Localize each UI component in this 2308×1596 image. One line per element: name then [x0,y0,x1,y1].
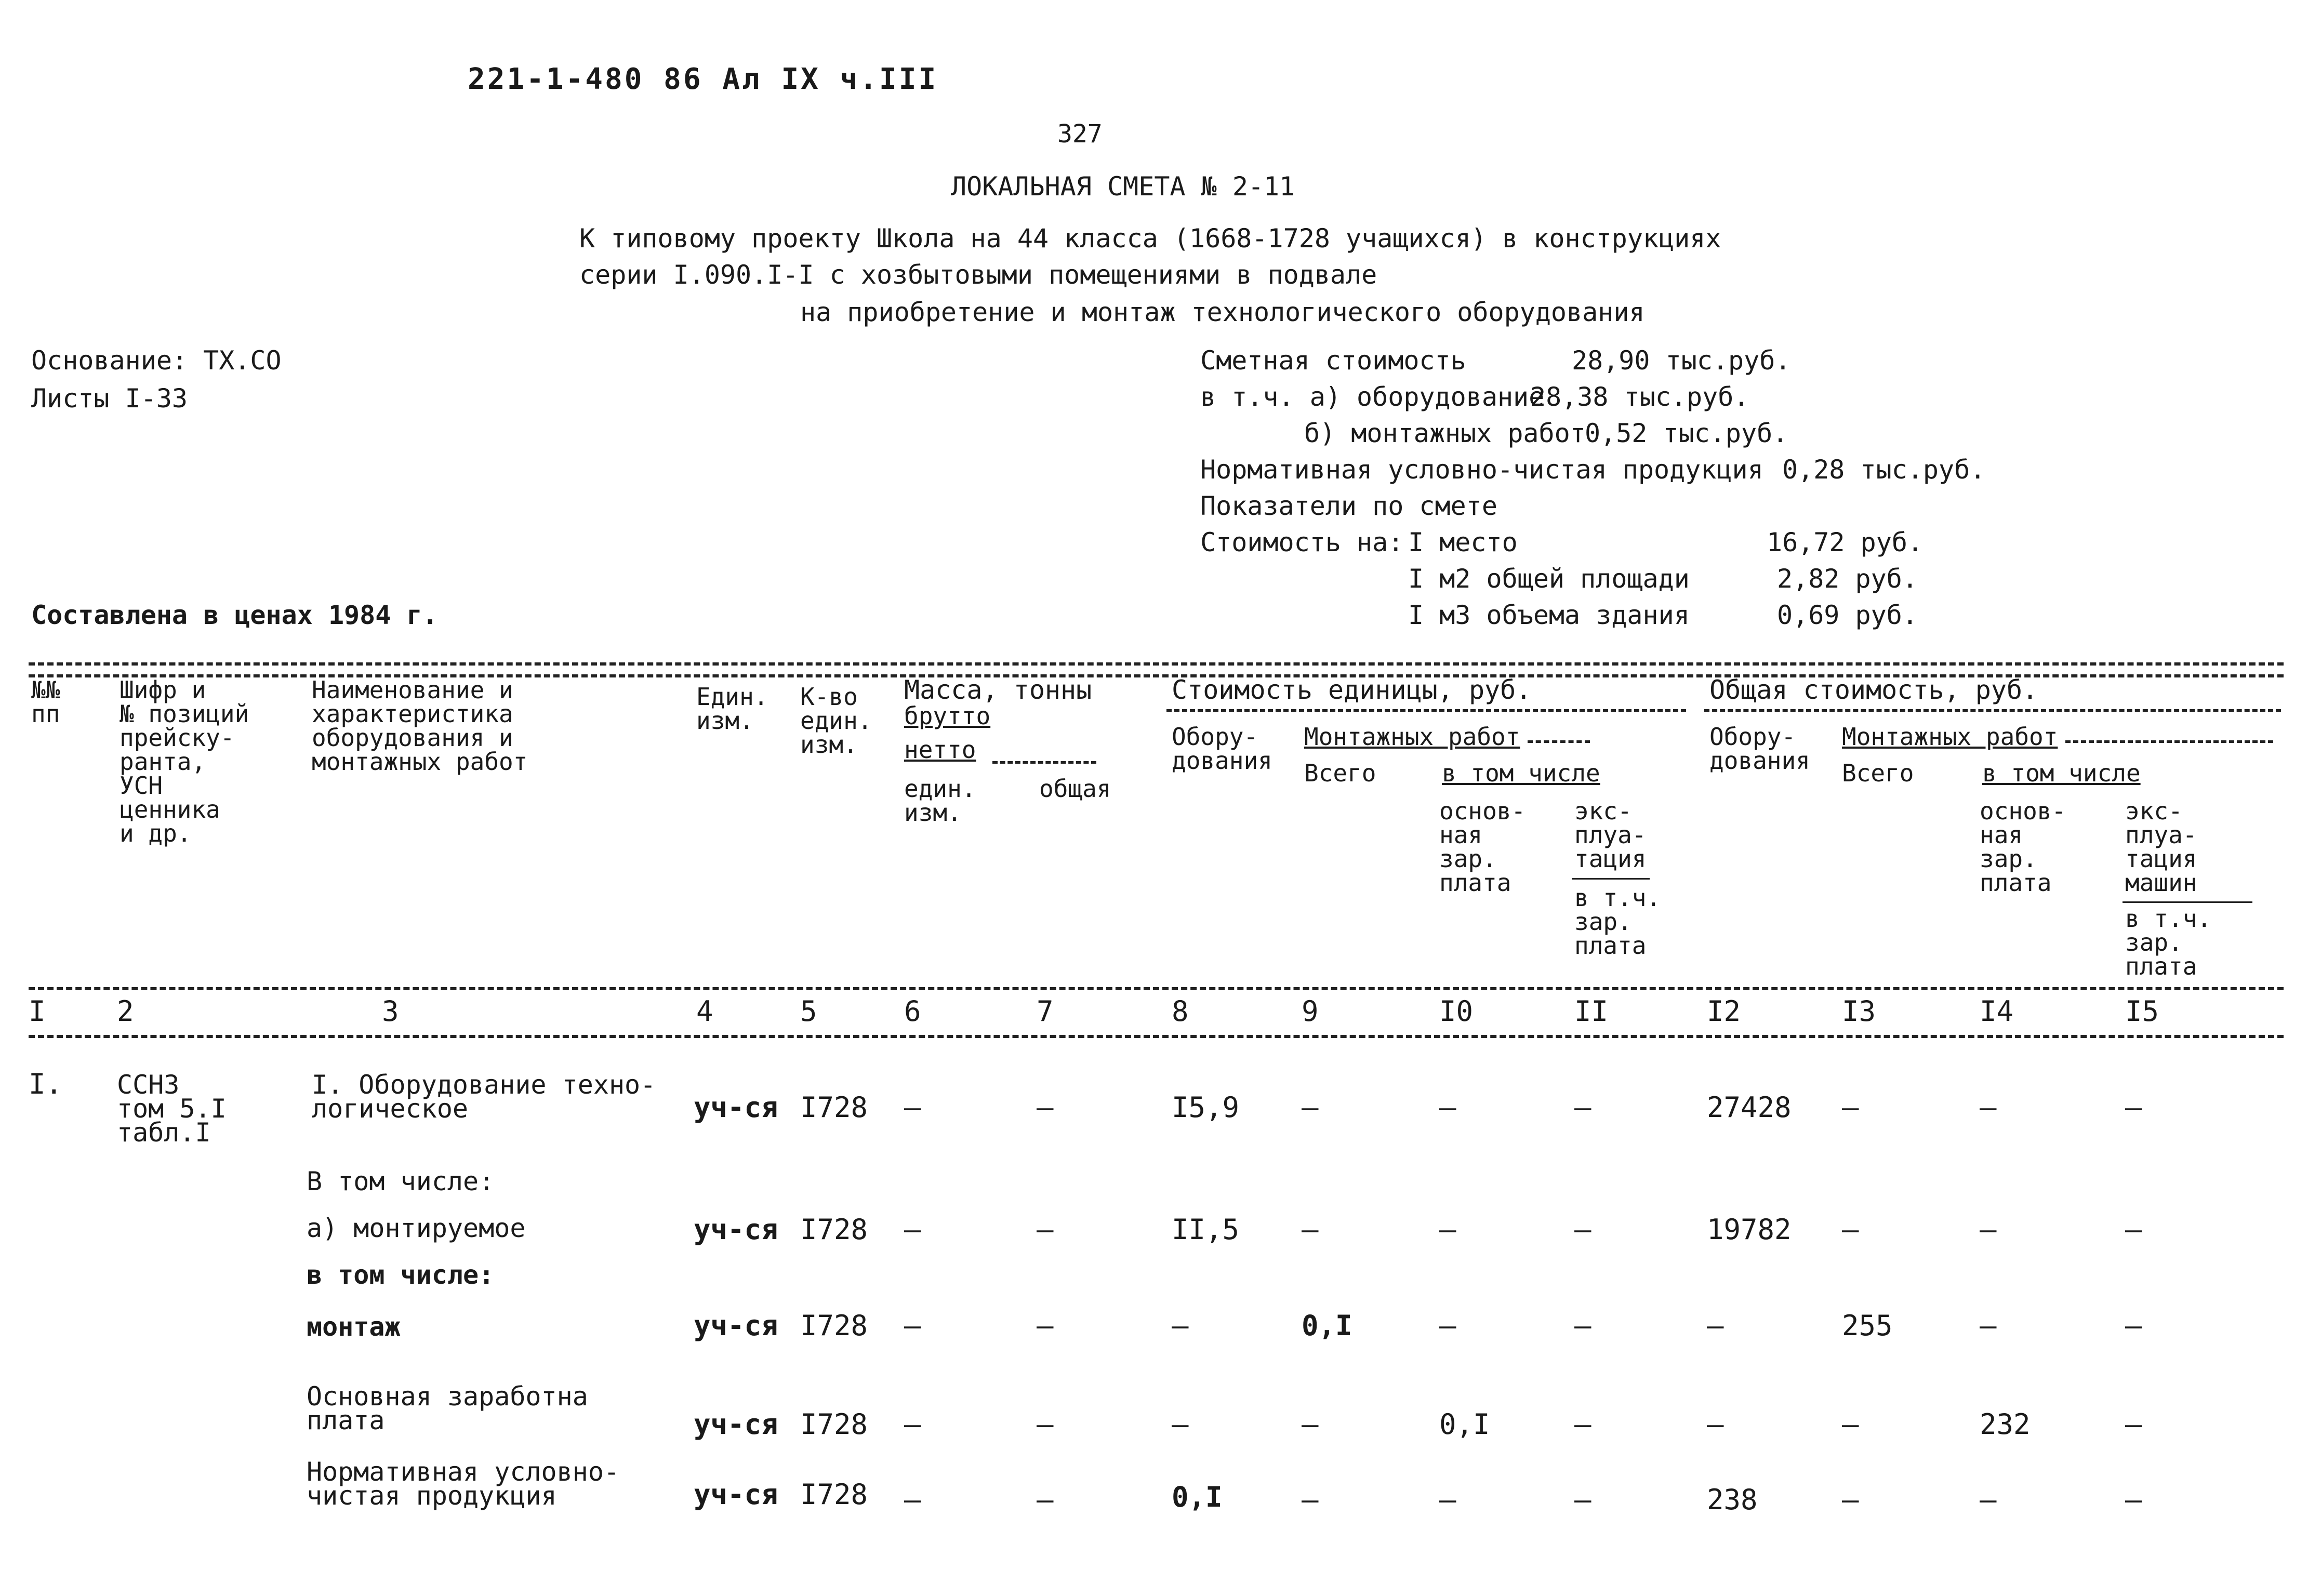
unit-cost-divider [1166,709,1686,712]
header-brutto: брутто [904,702,991,730]
page-number: 327 [1057,119,1103,149]
row3-c13: – [1842,1213,1859,1246]
row6-c13: – [1842,1408,1859,1441]
header-total-equip: Обору- дования [1709,723,1810,775]
header-mass: Масса, тонны [904,675,1092,705]
row7-c9: – [1302,1483,1319,1516]
cost-label: Сметная стоимость [1200,345,1466,376]
row6-qty: I728 [800,1408,868,1441]
document-code: 221-1-480 86 Ал IX ч.III [468,62,938,96]
row5-c7: – [1037,1309,1054,1342]
colnum-2: 2 [117,995,134,1028]
row6-c10: 0,I [1439,1408,1490,1441]
colnum-5: 5 [800,995,817,1028]
colnum-10: I0 [1439,995,1474,1028]
per-place-label: I место [1408,527,1518,557]
row4-name: в том числе: [307,1260,495,1290]
row6-unit: уч-ся [694,1408,778,1441]
row3-c10: – [1439,1213,1456,1246]
row1-c6: – [904,1091,921,1124]
row3-c15: – [2125,1213,2142,1246]
norm-label: Нормативная условно-чистая продукция [1200,455,1763,485]
row7-qty: I728 [800,1478,868,1511]
header-col-5: К-во един. изм. [800,683,872,759]
row3-c7: – [1037,1213,1054,1246]
header-col-2: Шифр и № позиций прейску- ранта, УСН ценника и др. [120,676,249,847]
row1-c15: – [2125,1091,2142,1124]
header-col-4: Един. изм. [696,683,768,735]
per-m3-value: 0,69 руб. [1777,600,1918,630]
row6-c9: – [1302,1408,1319,1441]
row3-name: а) монтируемое [307,1213,526,1243]
row1-c11: – [1574,1091,1591,1124]
header-total-all: Всего [1842,759,1914,787]
row1-num: I. [29,1068,63,1100]
table-top-border [29,662,2284,666]
row3-qty: I728 [800,1213,868,1246]
norm-value: 0,28 тыс.руб. [1782,455,1986,485]
subtitle-line-3: на приобретение и монтаж технологического оборудования [800,297,1645,327]
row7-c11: – [1574,1483,1591,1516]
row7-c7: – [1037,1483,1054,1516]
row7-c12: 238 [1707,1483,1758,1516]
row3-c6: – [904,1213,921,1246]
row7-c13: – [1842,1483,1859,1516]
row7-c6: – [904,1483,921,1516]
row6-c6: – [904,1408,921,1441]
row1-c13: – [1842,1091,1859,1124]
per-place-value: 16,72 руб. [1767,527,1924,557]
row7-c8: 0,I [1172,1481,1223,1513]
header-total-exploit-machines: экс- плуа- тация машин [2125,797,2197,897]
colnum-bottom-border [29,1035,2284,1038]
cost-per-label: Стоимость на: [1200,527,1404,557]
install-value: 0,52 тыс.руб. [1585,418,1788,448]
total-cost-divider [1704,709,2281,712]
row5-qty: I728 [800,1309,868,1342]
colnum-8: 8 [1172,995,1189,1028]
install-label: б) монтажных работ [1304,418,1586,448]
row6-c12: – [1707,1408,1724,1441]
unit-exploit-line [1572,878,1650,880]
row5-name: монтаж [307,1312,401,1342]
row1-c14: – [1980,1091,1997,1124]
row3-c11: – [1574,1213,1591,1246]
row5-c15: – [2125,1309,2142,1342]
row6-name: Основная заработна плата [307,1381,588,1435]
row1-c8: I5,9 [1172,1091,1240,1124]
row6-c14: 232 [1980,1408,2031,1441]
row5-c12: – [1707,1309,1724,1342]
header-mass-unit: един. изм. [904,775,976,827]
header-netto: нетто [904,736,976,764]
header-col-1: №№ пп [31,676,60,728]
per-m2-label: I м2 общей площади [1408,564,1690,594]
row5-c6: – [904,1309,921,1342]
header-unit-cost: Стоимость единицы, руб. [1172,675,1532,705]
row6-c7: – [1037,1408,1054,1441]
colnum-4: 4 [696,995,713,1028]
per-m2-value: 2,82 руб. [1777,564,1918,594]
colnum-13: I3 [1842,995,1876,1028]
row6-c11: – [1574,1408,1591,1441]
colnum-9: 9 [1302,995,1319,1028]
row7-c14: – [1980,1483,1997,1516]
composed-prices: Составлена в ценах 1984 г. [31,600,438,630]
equip-value: 28,38 тыс.руб. [1530,382,1749,412]
row5-c8: – [1172,1309,1189,1342]
unit-install-dash [1528,740,1590,743]
row5-unit: уч-ся [694,1309,778,1342]
row1-c12: 27428 [1707,1091,1792,1124]
header-total-cost: Общая стоимость, руб. [1709,675,2038,705]
row5-c13: 255 [1842,1309,1893,1342]
indicators-label: Показатели по смете [1200,491,1497,521]
row1-c7: – [1037,1091,1054,1124]
total-install-dash [2065,740,2273,743]
subtitle-line-2: серии I.090.I-I с хозбытовыми помещениями в подвале [579,260,1377,290]
colnum-11: II [1574,995,1609,1028]
colnum-3: 3 [382,995,399,1028]
row6-c15: – [2125,1408,2142,1441]
document-title: ЛОКАЛЬНАЯ СМЕТА № 2-11 [951,171,1295,202]
header-unit-equip: Обору- дования [1172,723,1272,775]
subtitle-line-1: К типовому проекту Школа на 44 класса (1668-1728 учащихся) в конструкциях [579,223,1721,254]
row3-c12: 19782 [1707,1213,1792,1246]
row1-unit: уч-ся [694,1091,778,1124]
row1-c10: – [1439,1091,1456,1124]
row3-unit: уч-ся [694,1213,778,1246]
total-exploit-line [2123,901,2252,903]
colnum-top-border [29,987,2284,990]
per-m3-label: I м3 объема здания [1408,600,1690,630]
header-unit-incl-wage: в т.ч. зар. плата [1574,884,1661,960]
row5-c11: – [1574,1309,1591,1342]
row5-c9: 0,I [1302,1309,1352,1342]
header-unit-incl: в том числе [1442,759,1600,787]
header-unit-base-wage: основ- ная зар. плата [1439,797,1526,897]
colnum-12: I2 [1707,995,1741,1028]
equip-label: в т.ч. а) оборудование [1200,382,1545,412]
row2-name: В том числе: [307,1166,495,1196]
sheets-label: Листы I-33 [31,383,188,414]
header-total-base-wage: основ- ная зар. плата [1980,797,2066,897]
row5-c10: – [1439,1309,1456,1342]
row1-c9: – [1302,1091,1319,1124]
header-mass-total: общая [1039,775,1111,803]
row7-name: Нормативная условно- чистая продукция [307,1457,620,1511]
row3-c14: – [1980,1213,1997,1246]
colnum-1: I [29,995,46,1028]
basis-label: Основание: ТХ.СО [31,345,282,376]
header-unit-exploit: экс- плуа- тация [1574,797,1647,873]
row7-unit: уч-ся [694,1478,778,1511]
mass-divider [992,761,1096,764]
row1-name: I. Оборудование техно- логическое [312,1070,656,1124]
header-total-install: Монтажных работ [1842,723,2058,751]
row3-c8: II,5 [1172,1213,1240,1246]
row1-code: ССНЗ том 5.I табл.I [117,1070,227,1148]
colnum-7: 7 [1037,995,1054,1028]
colnum-15: I5 [2125,995,2159,1028]
header-unit-all: Всего [1304,759,1376,787]
row5-c14: – [1980,1309,1997,1342]
header-col-3: Наименование и характеристика оборудования и монтажных работ [312,676,528,776]
colnum-14: I4 [1980,995,2014,1028]
row3-c9: – [1302,1213,1319,1246]
row7-c15: – [2125,1483,2142,1516]
row7-c10: – [1439,1483,1456,1516]
row6-c8: – [1172,1408,1189,1441]
header-unit-install: Монтажных работ [1304,723,1520,751]
header-total-incl: в том числе [1982,759,2141,787]
cost-value: 28,90 тыс.руб. [1572,345,1791,376]
colnum-6: 6 [904,995,921,1028]
row1-qty: I728 [800,1091,868,1124]
header-total-incl-wage: в т.ч. зар. плата [2125,905,2212,980]
